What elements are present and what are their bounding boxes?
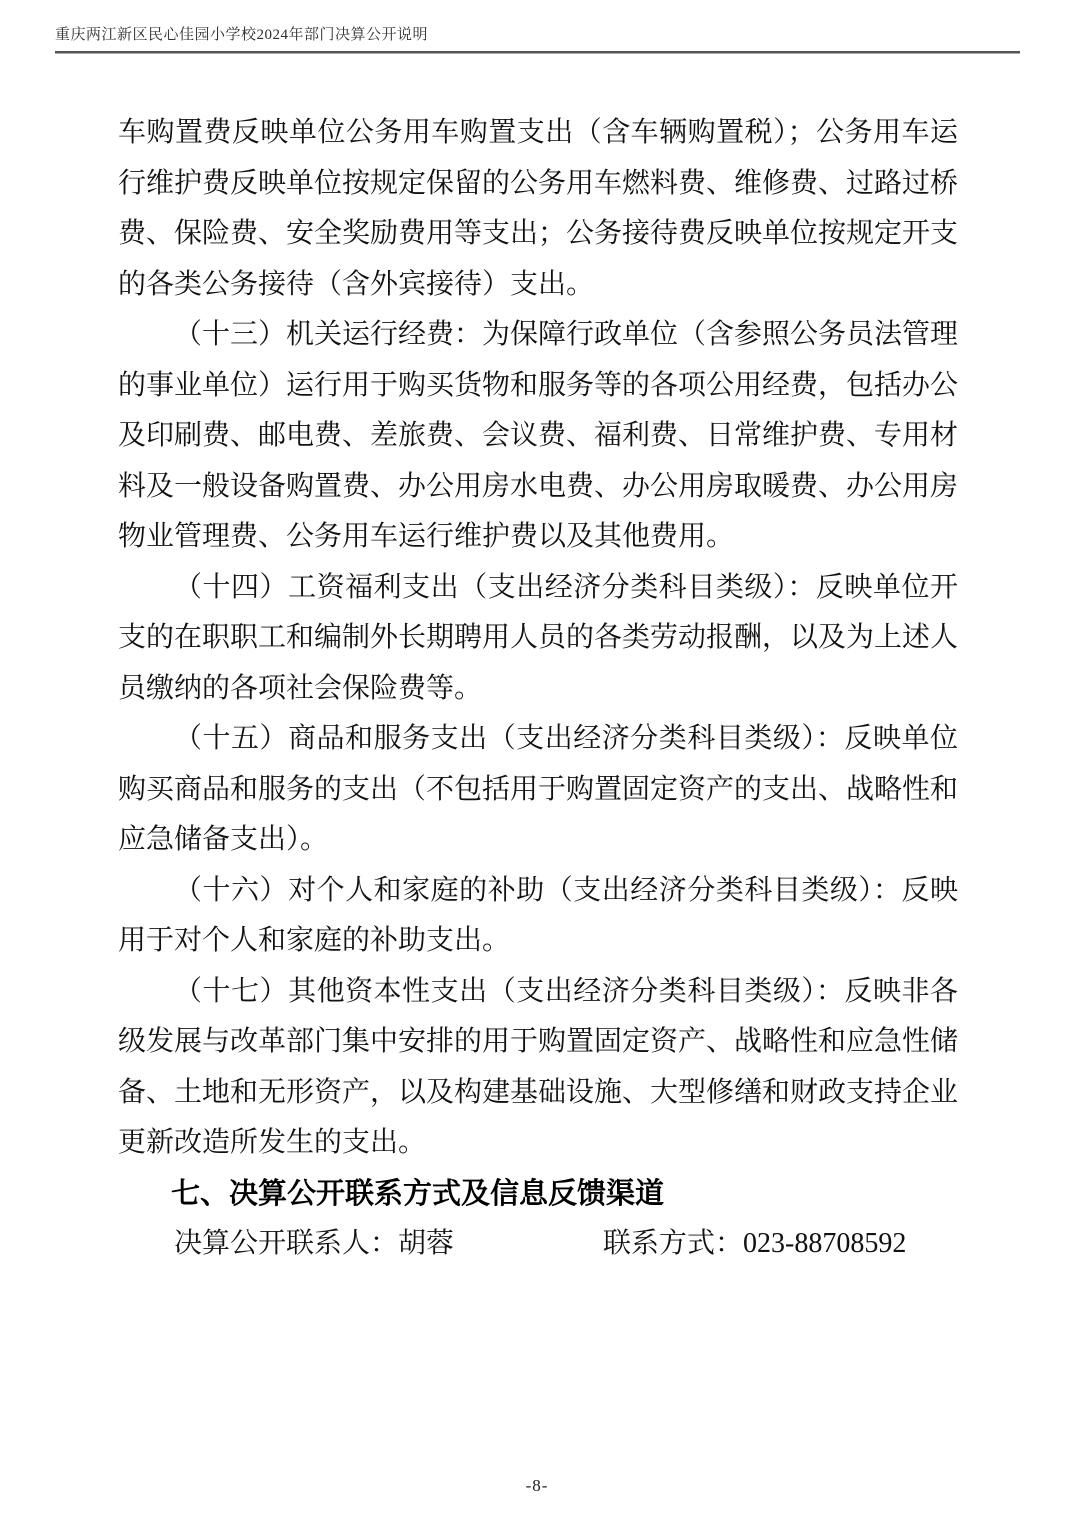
section-heading-contact-channels: 七、决算公开联系方式及信息反馈渠道 xyxy=(171,1177,665,1210)
body-paragraph-16-individual-family-subsidy: （十六）对个人和家庭的补助（支出经济分类科目类级）：反映用于对个人和家庭的补助支出。 xyxy=(118,874,958,956)
contact-line xyxy=(118,1219,958,1270)
page-footer xyxy=(0,1476,1074,1496)
page-header xyxy=(55,24,1020,54)
body-paragraph-vehicle-expenses: 车购置费反映单位公务用车购置支出（含车辆购置税）；公务用车运行维护费反映单位按规定保留的公务用车燃料费、维修费、过路过桥费、保险费、安全奖励费用等支出；公务接待费反映单位按规定开支的各类公务接待（含外宾接待）支出。 xyxy=(118,117,959,300)
body-paragraph-14-wages-welfare: （十四）工资福利支出（支出经济分类科目类级）：反映单位开支的在职职工和编制外长期聘用人员的各类劳动报酬，以及为上述人员缴纳的各项社会保险费等。 xyxy=(118,571,959,704)
header-title: 重庆两江新区民心佳园小学校2024年部门决算公开说明 xyxy=(55,27,429,43)
document-body xyxy=(118,108,958,1270)
contact-phone: 联系方式：023-88708592 xyxy=(603,1228,907,1259)
contact-person: 决算公开联系人：胡蓉 xyxy=(174,1228,455,1259)
header-rule xyxy=(55,51,1020,54)
page-number: -8- xyxy=(525,1476,549,1495)
body-paragraph-15-goods-services: （十五）商品和服务支出（支出经济分类科目类级）：反映单位购买商品和服务的支出（不包括用于购置固定资产的支出、战略性和应急储备支出）。 xyxy=(118,723,959,855)
body-paragraph-17-other-capital-expenditure: （十七）其他资本性支出（支出经济分类科目类级）：反映非各级发展与改革部门集中安排的用于购置固定资产、战略性和应急性储备、土地和无形资产，以及构建基础设施、大型修缮和财政支持企业更新改造所发生的支出。 xyxy=(118,975,959,1158)
body-paragraph-13-operating-funds: （十三）机关运行经费：为保障行政单位（含参照公务员法管理的事业单位）运行用于购买货物和服务等的各项公用经费，包括办公及印刷费、邮电费、差旅费、会议费、福利费、日常维护费、专用材料及一般设备购置费、办公用房水电费、办公用房取暖费、办公用房物业管理费、公务用车运行维护费以及其他费用。 xyxy=(118,319,959,552)
